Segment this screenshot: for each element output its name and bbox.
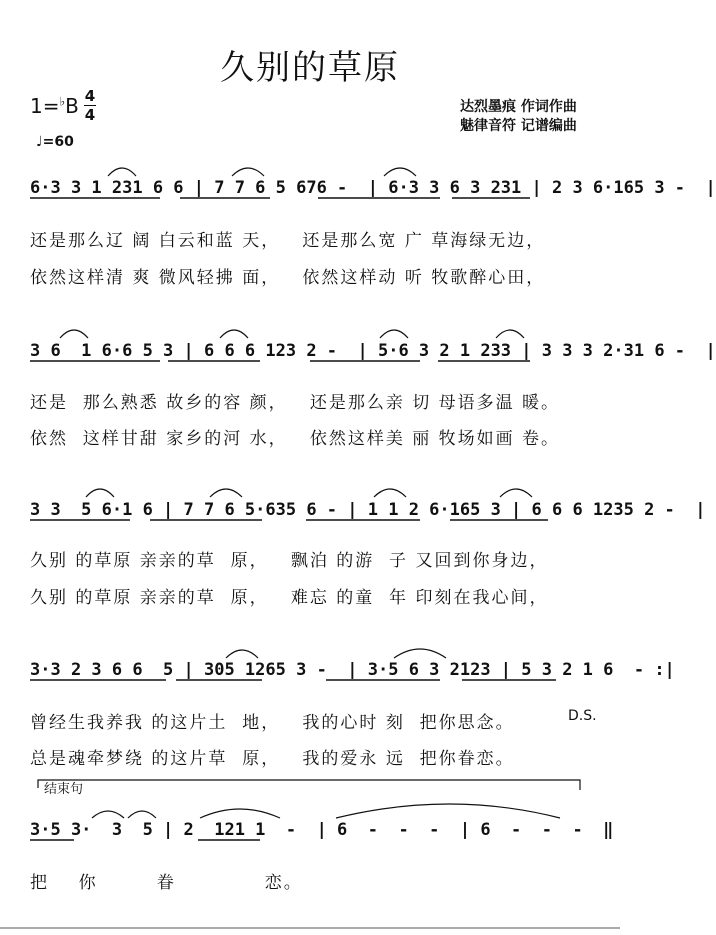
lyrics-row-3-verse-1: 久别 的草原 亲亲的草 原， 飘泊 的游 子 又回到你身边， [30, 551, 549, 571]
lyrics-row-3-verse-2: 久别 的草原 亲亲的草 原， 难忘 的童 年 印刻在我心间， [30, 588, 549, 608]
quarter-note-icon: ♩ [36, 134, 43, 150]
lyrics-row-1-verse-1: 还是那么辽 阔 白云和蓝 天， 还是那么宽 广 草海绿无边， [30, 231, 546, 251]
da-segno-mark: D.S. [568, 708, 597, 724]
notation-row-5: 3·5 3· 3 5 | 2 121 1 - | 6 - - - | 6 - - - ‖ [30, 820, 614, 840]
key-prefix: 1= [30, 94, 60, 118]
ending-label: 结束句 [44, 782, 84, 797]
lyricist-composer: 达烈墨痕 作词作曲 [460, 99, 577, 115]
flat-sign: ♭ [59, 94, 66, 109]
key-note: B [65, 94, 79, 118]
time-bottom: 4 [84, 106, 96, 124]
notation-row-2: 3 6 1 6·6 5 3 | 6 6 6 123 2 - | 5·6 3 2 1 233 | 3 3 3 2·31 6 - | [30, 341, 716, 361]
lyrics-row-2-verse-2: 依然 这样甘甜 家乡的河 水， 依然这样美 丽 牧场如画 卷。 [30, 429, 561, 449]
lyrics-row-4-verse-1: 曾经生我养我 的这片土 地， 我的心时 刻 把你思念。 [30, 713, 515, 733]
lyrics-row-4-verse-2: 总是魂牵梦绕 的这片草 原， 我的爱永 远 把你眷恋。 [30, 749, 515, 769]
lyrics-row-5: 把 你 眷 恋。 [30, 873, 303, 893]
transcriber: 魅律音符 记谱编曲 [460, 118, 577, 134]
lyrics-row-1-verse-2: 依然这样清 爽 微风轻拂 面， 依然这样动 听 牧歌醉心田， [30, 268, 546, 288]
tempo-value: =60 [42, 134, 74, 150]
notation-row-1: 6·3 3 1 231 6 6 | 7 7 6 5 676 - | 6·3 3 6 3 231 | 2 3 6·165 3 - | [30, 178, 716, 198]
notation-row-4: 3·3 2 3 6 6 5 | 305 1265 3 - | 3·5 6 3 2123 | 5 3 2 1 6 - :| [30, 660, 675, 680]
time-top: 4 [84, 87, 96, 105]
lyrics-row-2-verse-1: 还是 那么熟悉 故乡的容 颜， 还是那么亲 切 母语多温 暖。 [30, 393, 561, 413]
notation-row-3: 3 3 5 6·1 6 | 7 7 6 5·635 6 - | 1 1 2 6·165 3 | 6 6 6 1235 2 - | [30, 500, 706, 520]
song-title: 久别的草原 [220, 48, 400, 88]
